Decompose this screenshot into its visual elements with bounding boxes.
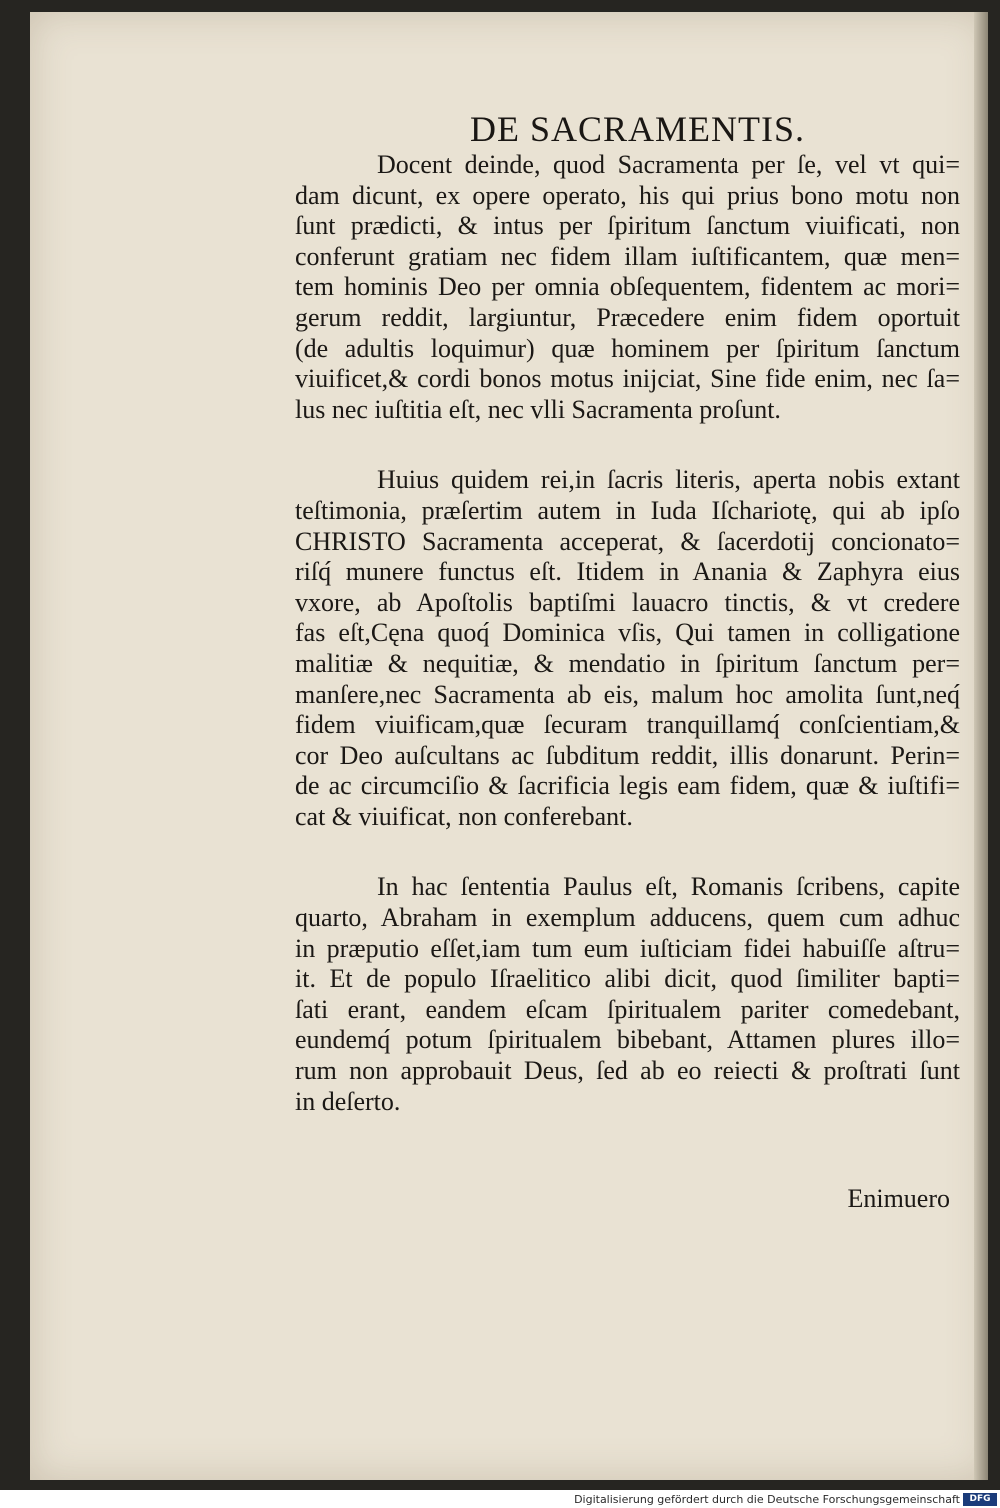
text-line: In hac ſententia Paulus eſt, Romanis ſcribens, capite [377,872,960,902]
text-line: gerum reddit, largiuntur, Præcedere enim fidem oportuit [295,302,960,332]
catchword: Enimuero [847,1184,950,1213]
text-line: fas eſt,Cęna quoq́ Dominica vſis, Qui tamen in colligatione [295,618,960,648]
text-line: CHRISTO Sacramenta acceperat, & ſacerdotij concionato= [295,526,960,556]
text-line: cor Deo auſcultans ac ſubditum reddit, illis donarunt. Perin= [295,740,960,770]
text-line: malitiæ & nequitiæ, & mendatio in ſpiritum ſanctum per= [295,648,960,678]
text-line: fidem viuificam,quæ ſecuram tranquillamq́ conſcientiam,& [295,710,960,740]
digitization-footer [0,1490,1000,1508]
paragraph-1 [295,150,960,425]
text-line: quarto, Abraham in exemplum adducens, quem cum adhuc [295,903,960,933]
text-line: (de adultis loquimur) quæ hominem per ſpiritum ſanctum [295,333,960,363]
text-line: cat & viuificat, non conferebant. [295,801,633,831]
text-line: Huius quidem rei,in ſacris literis, aperta nobis extant [377,465,960,495]
text-line: de ac circumciſio & ſacrificia legis eam fidem, quæ & iuſtifi= [295,771,960,801]
text-line: ſati erant, eandem eſcam ſpiritualem pariter comedebant, [295,994,960,1024]
text-line: lus nec iuſtitia eſt, nec vlli Sacramenta proſunt. [295,394,781,424]
page-edge [974,12,988,1480]
paragraph-gap [295,425,960,465]
text-line: tem hominis Deo per omnia obſequentem, fidentem ac mori= [295,272,960,302]
text-line: riſq́ munere functus eſt. Itidem in Anania & Zaphyra eius [295,557,960,587]
text-line: viuificet,& cordi bonos motus inijciat, Sine fide enim, nec ſa= [295,364,960,394]
text-line: in præputio eſſet,iam tum eum iuſticiam fidei habuiſſe aſtru= [295,933,960,963]
paragraph-3 [295,872,960,1117]
footer-credit: Digitalisierung gefördert durch die Deutsche Forschungsgemeinschaft [574,1493,960,1506]
paragraph-2 [295,465,960,832]
dfg-logo-icon: DFG [963,1493,997,1506]
paragraph-gap [295,832,960,872]
text-line: dam dicunt, ex opere operato, his qui prius bono motu non [295,180,960,210]
text-line: ſunt prædicti, & intus per ſpiritum ſanctum viuificati, non [295,211,960,241]
text-line: vxore, ab Apoſtolis baptiſmi lauacro tinctis, & vt credere [295,587,960,617]
text-line: it. Et de populo Iſraelitico alibi dicit, quod ſimiliter bapti= [295,964,960,994]
text-line: conferunt gratiam nec fidem illam iuſtificantem, quæ men= [295,241,960,271]
section-heading: DE SACRAMENTIS. [470,109,806,149]
text-line: rum non approbauit Deus, ſed ab eo reiecti & proſtrati ſunt [295,1056,960,1086]
text-line: teſtimonia, præſertim autem in Iuda Iſchariotę, qui ab ipſo [295,495,960,525]
body-text [295,150,960,1117]
text-line: manſere,nec Sacramenta ab eis, malum hoc amolita ſunt,neq́ [295,679,960,709]
text-line: in deſerto. [295,1086,401,1116]
text-line: eundemq́ potum ſpiritualem bibebant, Attamen plures illo= [295,1025,960,1055]
text-line: Docent deinde, quod Sacramenta per ſe, vel vt qui= [377,150,960,179]
